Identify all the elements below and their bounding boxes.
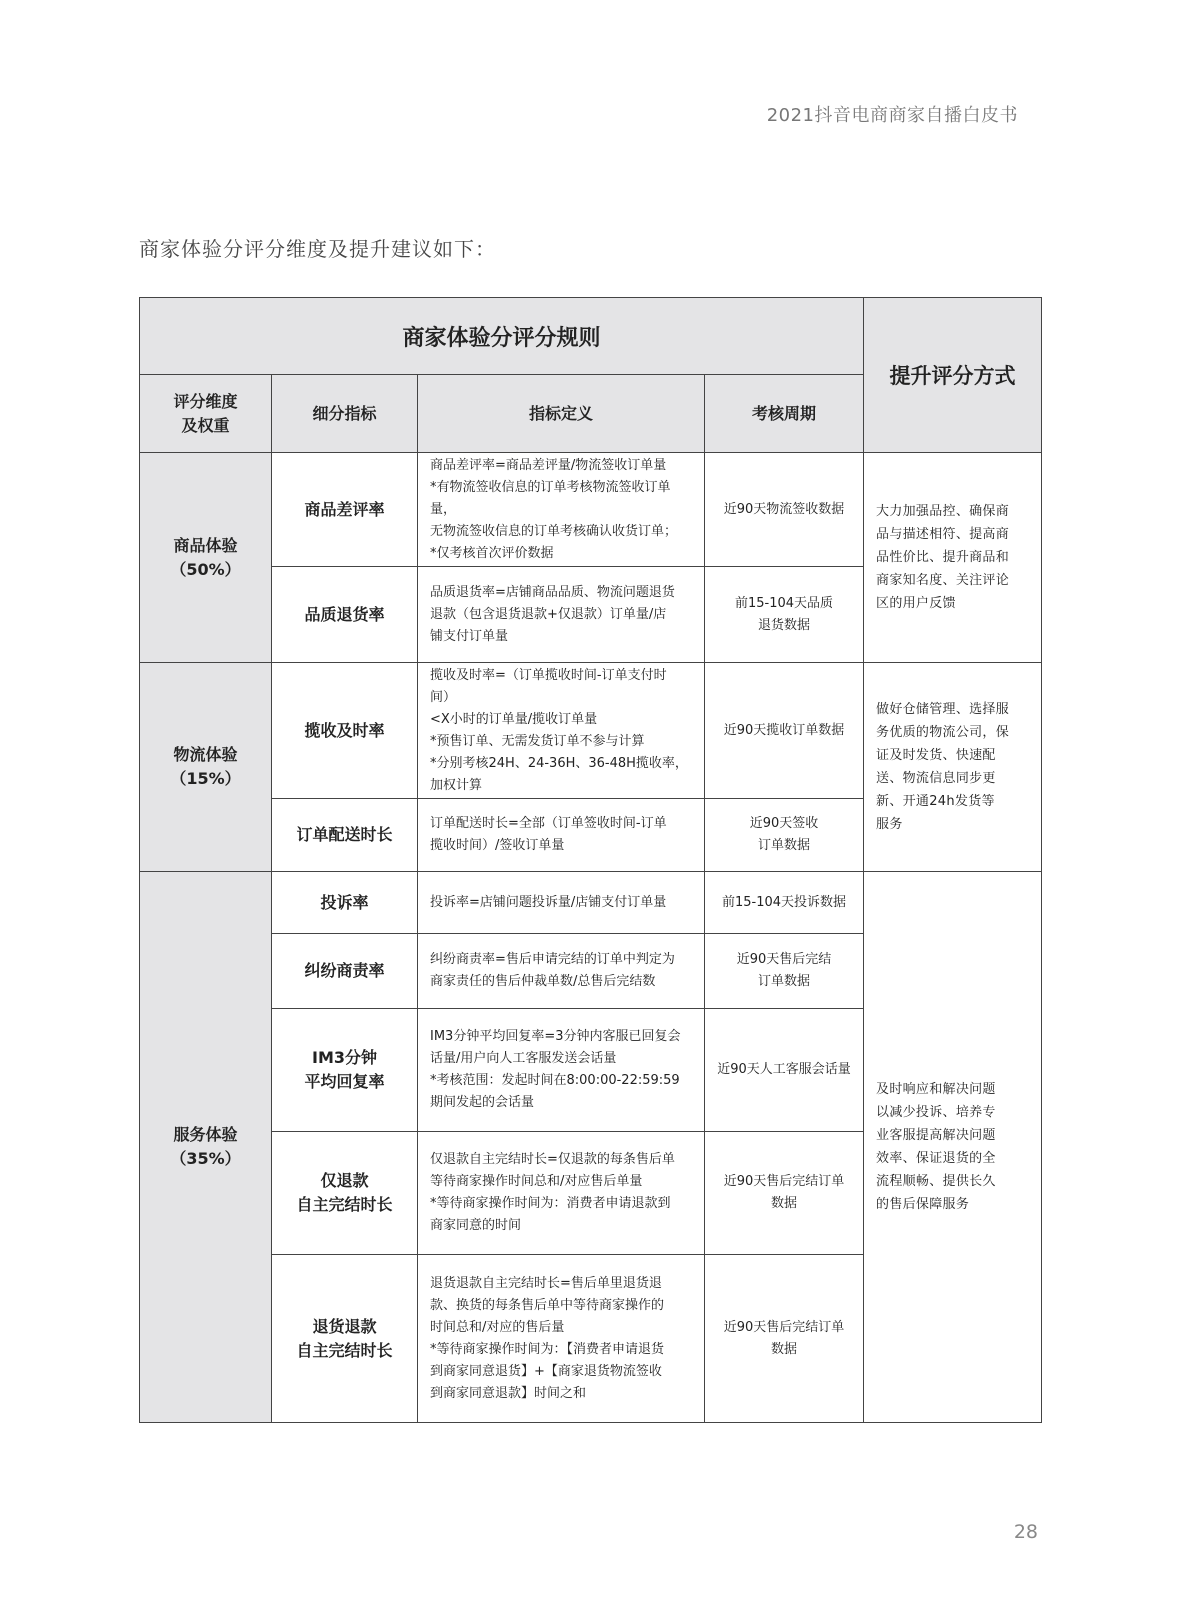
table-row: [140, 453, 1042, 567]
indicator-cell: IM3分钟 平均回复率: [272, 1009, 418, 1132]
definition-cell: 品质退货率=店铺商品品质、物流问题退货 退款（包含退货退款+仅退款）订单量/店 铺支付订单量: [418, 567, 705, 663]
column-header-indicator: 细分指标: [272, 375, 418, 453]
table-main-title: 商家体验分评分规则: [140, 298, 864, 375]
period-cell: 近90天物流签收数据: [705, 453, 864, 567]
definition-cell: 揽收及时率=（订单揽收时间-订单支付时间） <X小时的订单量/揽收订单量 *预售订单、无需发货订单不参与计算 *分别考核24H、24-36H、36-48H揽收率， 加权计算: [418, 663, 705, 799]
indicator-cell: 商品差评率: [272, 453, 418, 567]
period-cell: 近90天人工客服会话量: [705, 1009, 864, 1132]
definition-cell: 仅退款自主完结时长=仅退款的每条售后单 等待商家操作时间总和/对应售后单量 *等待商家操作时间为：消费者申请退款到 商家同意的时间: [418, 1132, 705, 1255]
indicator-cell: 品质退货率: [272, 567, 418, 663]
indicator-cell: 退货退款 自主完结时长: [272, 1255, 418, 1423]
period-cell: 近90天售后完结订单 数据: [705, 1255, 864, 1423]
indicator-cell: 仅退款 自主完结时长: [272, 1132, 418, 1255]
column-header-dimension: 评分维度 及权重: [140, 375, 272, 453]
period-cell: 近90天售后完结订单 数据: [705, 1132, 864, 1255]
period-cell: 近90天签收 订单数据: [705, 799, 864, 872]
page-number: 28: [1013, 1521, 1038, 1543]
indicator-cell: 投诉率: [272, 872, 418, 934]
document-header-title: 2021抖音电商商家自播白皮书: [766, 105, 1018, 126]
intro-text: 商家体验分评分维度及提升建议如下：: [139, 237, 496, 261]
indicator-cell: 纠纷商责率: [272, 934, 418, 1009]
rules-table: [139, 297, 1042, 1423]
period-cell: 前15-104天品质 退货数据: [705, 567, 864, 663]
dimension-logistics: 物流体验 （15%）: [140, 663, 272, 872]
definition-cell: 投诉率=店铺问题投诉量/店铺支付订单量: [418, 872, 705, 934]
suggestion-logistics: 做好仓储管理、选择服 务优质的物流公司，保 证及时发货、快速配 送、物流信息同步更 新、开通24h发货等 服务: [864, 663, 1042, 872]
period-cell: 近90天售后完结 订单数据: [705, 934, 864, 1009]
suggestion-product: 大力加强品控、确保商 品与描述相符、提高商 品性价比、提升商品和 商家知名度、关注评论 区的用户反馈: [864, 453, 1042, 663]
definition-cell: 订单配送时长=全部（订单签收时间-订单 揽收时间）/签收订单量: [418, 799, 705, 872]
suggestion-column-title: 提升评分方式: [864, 298, 1042, 453]
table-row: [140, 663, 1042, 799]
definition-cell: 退货退款自主完结时长=售后单里退货退 款、换货的每条售后单中等待商家操作的 时间总和/对应的售后量 *等待商家操作时间为：【消费者申请退货 到商家同意退货】+【商家退货物流签收 到商家同意退款】时间之和: [418, 1255, 705, 1423]
column-header-period: 考核周期: [705, 375, 864, 453]
column-header-definition: 指标定义: [418, 375, 705, 453]
definition-cell: IM3分钟平均回复率=3分钟内客服已回复会 话量/用户向人工客服发送会话量 *考核范围：发起时间在8:00:00-22:59:59 期间发起的会话量: [418, 1009, 705, 1132]
definition-cell: 纠纷商责率=售后申请完结的订单中判定为 商家责任的售后仲裁单数/总售后完结数: [418, 934, 705, 1009]
definition-cell: 商品差评率=商品差评量/物流签收订单量 *有物流签收信息的订单考核物流签收订单量， 无物流签收信息的订单考核确认收货订单； *仅考核首次评价数据: [418, 453, 705, 567]
dimension-service: 服务体验 （35%）: [140, 872, 272, 1423]
table-row: [140, 872, 1042, 934]
period-cell: 近90天揽收订单数据: [705, 663, 864, 799]
indicator-cell: 揽收及时率: [272, 663, 418, 799]
suggestion-service: 及时响应和解决问题 以减少投诉、培养专 业客服提高解决问题 效率、保证退货的全 流程顺畅、提供长久 的售后保障服务: [864, 872, 1042, 1423]
indicator-cell: 订单配送时长: [272, 799, 418, 872]
dimension-product: 商品体验 （50%）: [140, 453, 272, 663]
period-cell: 前15-104天投诉数据: [705, 872, 864, 934]
